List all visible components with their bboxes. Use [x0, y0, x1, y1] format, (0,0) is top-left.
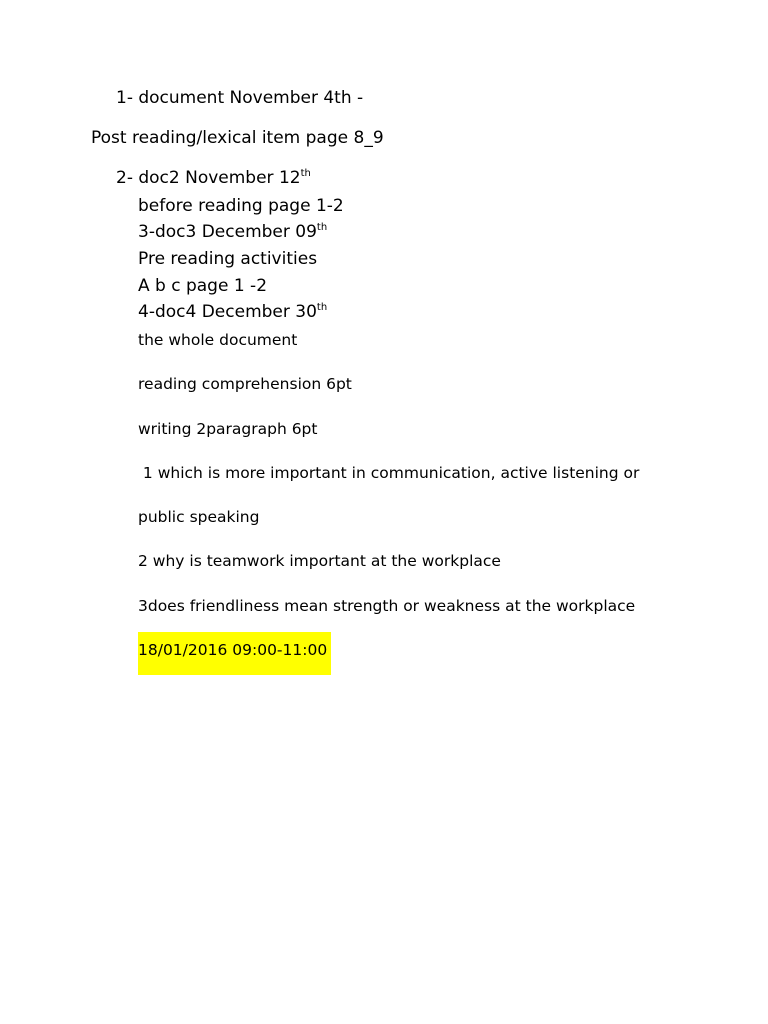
line-writing-paragraph-text: writing 2paragraph 6pt: [138, 420, 318, 438]
line-question-3-text: 3does friendliness mean strength or weakness at the workplace: [138, 597, 636, 615]
line-doc3-text: 3-doc3 December 09: [138, 222, 317, 242]
line-exam-date: [138, 643, 331, 659]
line-doc2-superscript: th: [300, 168, 311, 179]
line-question-1: [138, 466, 639, 482]
exam-date-highlight: 18/01/2016 09:00-11:00: [138, 632, 331, 675]
line-question-2: [138, 554, 501, 570]
line-pre-reading-text: Pre reading activities: [138, 249, 318, 269]
line-post-reading: [91, 130, 384, 147]
line-question-1-text: 1 which is more important in communication, active listening or: [138, 464, 640, 482]
line-question-3: [138, 599, 635, 615]
line-doc1-text: 1- document November 4th -: [116, 88, 364, 108]
line-doc1: [116, 90, 363, 107]
line-reading-comprehension-text: reading comprehension 6pt: [138, 375, 352, 393]
line-reading-comprehension: [138, 377, 352, 393]
line-before-reading-text: before reading page 1-2: [138, 196, 344, 216]
line-question-1-cont: [138, 510, 259, 526]
line-doc4: [138, 304, 327, 321]
line-doc4-superscript: th: [316, 302, 328, 313]
line-abc-page: [138, 278, 267, 295]
line-question-1-cont-text: public speaking: [138, 508, 260, 526]
line-doc3: [138, 224, 327, 241]
line-before-reading: [138, 198, 344, 215]
line-writing-paragraph: [138, 422, 317, 438]
line-whole-document: [138, 333, 297, 349]
line-doc3-superscript: th: [316, 222, 328, 233]
line-pre-reading: [138, 251, 317, 268]
line-doc4-text: 4-doc4 December 30: [138, 302, 317, 322]
line-post-reading-text: Post reading/lexical item page 8_9: [91, 128, 384, 148]
line-whole-document-text: the whole document: [138, 331, 298, 349]
line-doc2: [116, 170, 311, 187]
line-abc-page-text: A b c page 1 -2: [138, 276, 268, 296]
line-question-2-text: 2 why is teamwork important at the workplace: [138, 552, 501, 570]
line-doc2-text: 2- doc2 November 12: [116, 168, 301, 188]
